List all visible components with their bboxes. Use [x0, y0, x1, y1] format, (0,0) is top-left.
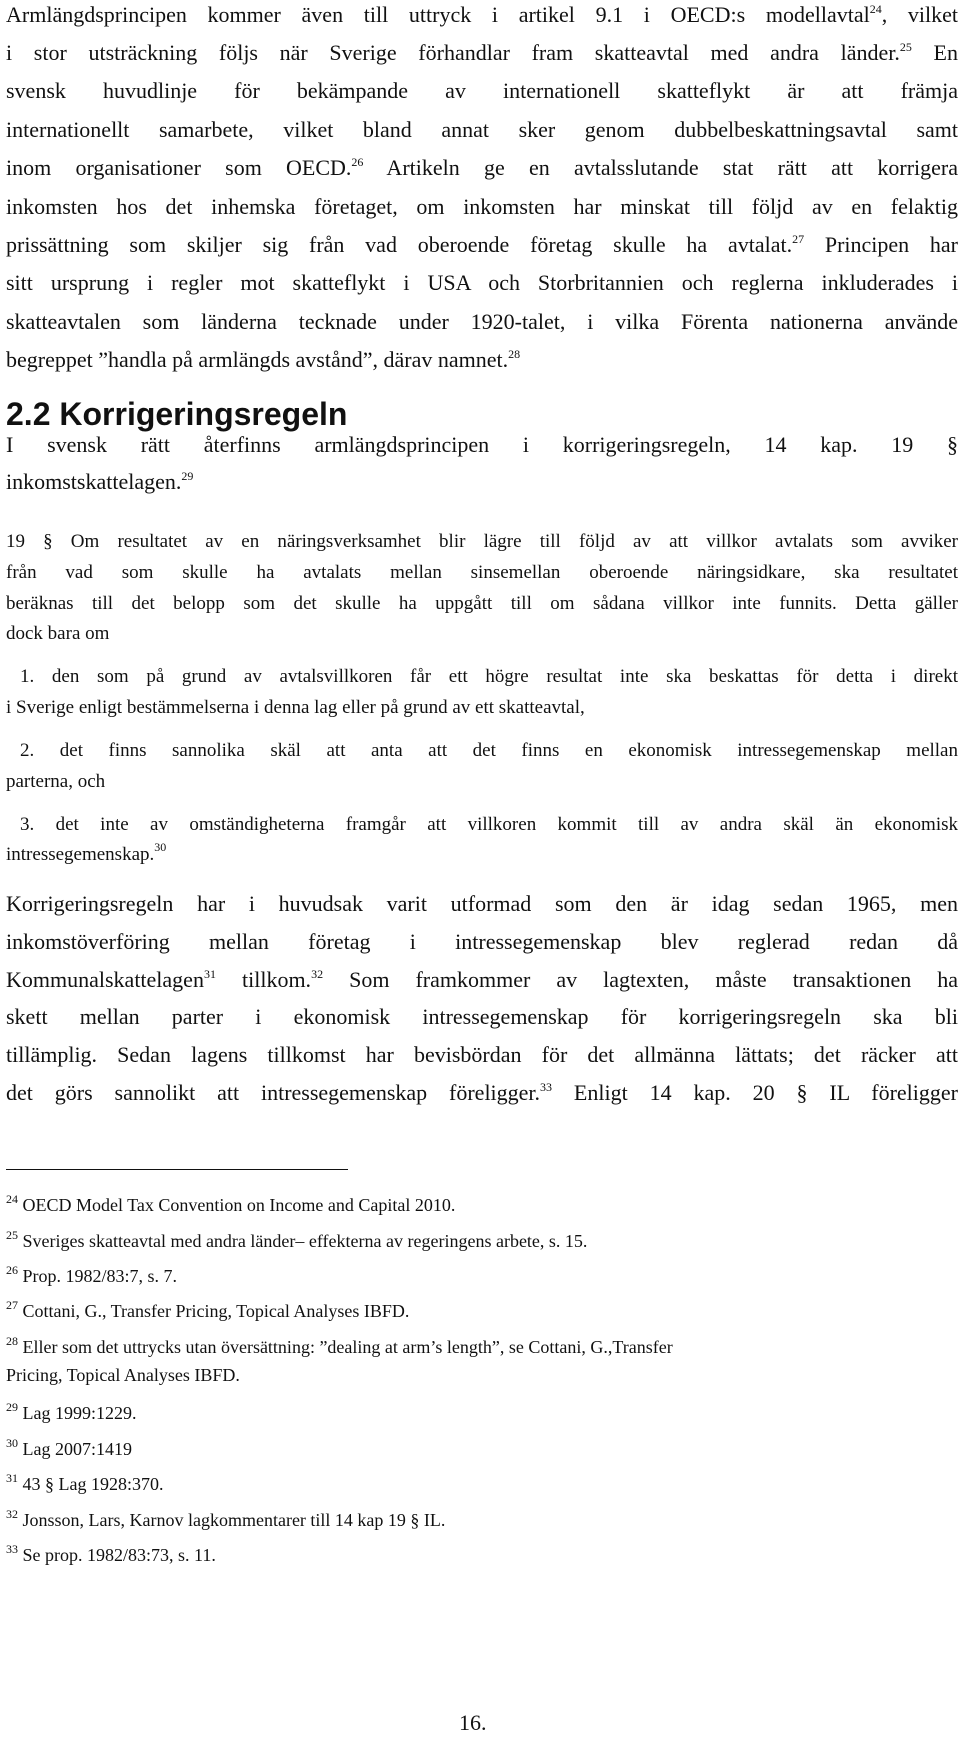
footnote-33: $^{33}$ Se prop. 1982/83:73, s. 11.: [6, 1542, 216, 1565]
footnote-number: 26: [6, 1263, 18, 1277]
text-line: inkomstöverföring mellan företag i intressegemenskap blev reglerad redan då: [6, 929, 958, 954]
text-line: Kommunalskattelagen$^{31}$ tillkom.$^{32}$ Som framkommer av lagtexten, måste transaktionen ha: [6, 967, 959, 992]
list-item: 1. den som på grund av avtalsvillkoren får ett högre resultat inte ska beskattas för detta i direkt: [20, 666, 958, 687]
text-line: I svensk rätt återfinns armlängdsprincipen i korrigeringsregeln, 14 kap. 19 §: [6, 432, 958, 457]
text-line: beräknas till det belopp som det skulle ha uppgått till om sådana villkor inte funnits. Detta gäller: [6, 593, 958, 614]
footnote-26: $^{26}$ Prop. 1982/83:7, s. 7.: [6, 1263, 178, 1286]
footnote-ref[interactable]: 31: [203, 967, 216, 981]
text-line: sitt ursprung i regler mot skatteflykt i USA och Storbritannien och reglerna inkluderades i: [6, 270, 958, 295]
footnote-29: $^{29}$ Lag 1999:1229.: [6, 1400, 137, 1423]
footnote-ref[interactable]: 28: [508, 347, 521, 361]
text-line: Korrigeringsregeln har i huvudsak varit utformad som den är idag sedan 1965, men: [6, 891, 958, 916]
footnote-24: $^{24}$ OECD Model Tax Convention on Income and Capital 2010.: [6, 1192, 456, 1215]
text-line: internationellt samarbete, vilket bland annat sker genom dubbelbeskattningsavtal samt: [6, 117, 958, 142]
footnote-30: $^{30}$ Lag 2007:1419: [6, 1436, 132, 1459]
text-line: det görs sannolikt att intressegemenskap föreligger.$^{33}$ Enligt 14 kap. 20 § IL föreligger: [6, 1080, 958, 1105]
text-line: skett mellan parter i ekonomisk intressegemenskap för korrigeringsregeln ska bli: [6, 1004, 958, 1029]
footnote-ref[interactable]: 26: [351, 155, 364, 169]
list-item: 2. det finns sannolika skäl att anta att det finns en ekonomisk intressegemenskap mellan: [20, 740, 958, 761]
footnote-ref[interactable]: 25: [899, 40, 912, 54]
footnote-28: $^{28}$ Eller som det uttrycks utan översättning: ”dealing at arm’s length”, se Cottani, G.,Transfer: [6, 1334, 673, 1357]
text-line: inkomstskattelagen.$^{29}$: [6, 469, 194, 494]
footnote-28-continued: Pricing, Topical Analyses IBFD.: [6, 1365, 240, 1385]
footnote-number: 24: [6, 1192, 18, 1206]
footnote-number: 30: [6, 1436, 18, 1450]
footnote-25: $^{25}$ Sveriges skatteavtal med andra länder– effekterna av regeringens arbete, s. 15.: [6, 1228, 588, 1251]
footnote-31: $^{31}$ 43 § Lag 1928:370.: [6, 1471, 164, 1494]
footnote-number: 25: [6, 1228, 18, 1242]
footnote-ref[interactable]: 33: [540, 1080, 553, 1094]
text-line: parterna, och: [6, 771, 106, 792]
text-line: skatteavtalen som länderna tecknade under 1920-talet, i vilka Förenta nationerna använde: [6, 309, 958, 334]
footnote-ref[interactable]: 30: [154, 840, 167, 854]
text-line: intressegemenskap.$^{30}$: [6, 840, 167, 865]
section-heading: 2.2 Korrigeringsregeln: [6, 396, 348, 432]
text-line: dock bara om: [6, 623, 110, 644]
text-line: Armlängdsprincipen kommer även till uttryck i artikel 9.1 i OECD:s modellavtal$^{24}$, vilket: [6, 2, 958, 27]
page-number: 16.: [459, 1710, 487, 1735]
text-line: inom organisationer som OECD.$^{26}$ Artikeln ge en avtalsslutande stat rätt att korrigera: [6, 155, 958, 180]
footnote-ref[interactable]: 32: [311, 967, 324, 981]
text-line: 19 § Om resultatet av en näringsverksamhet blir lägre till följd av att villkor avtalats som avviker: [6, 531, 958, 552]
text-line: svensk huvudlinje för bekämpande av internationell skatteflykt är att främja: [6, 78, 958, 103]
footnote-ref[interactable]: 29: [181, 469, 194, 483]
footnote-number: 27: [6, 1298, 18, 1312]
footnote-32: $^{32}$ Jonsson, Lars, Karnov lagkommentarer till 14 kap 19 § IL.: [6, 1507, 446, 1530]
text-line: tillämplig. Sedan lagens tillkomst har bevisbördan för det allmänna lättats; det räcker att: [6, 1042, 958, 1067]
text-line: i stor utsträckning följs när Sverige förhandlar fram skatteavtal med andra länder.$^{25}$ En: [6, 40, 958, 65]
text-line: från vad som skulle ha avtalats mellan sinsemellan oberoende näringsidkare, ska resultatet: [6, 562, 958, 583]
footnote-number: 33: [6, 1542, 18, 1556]
footnote-ref[interactable]: 27: [792, 232, 805, 246]
footnote-number: 28: [6, 1334, 18, 1348]
text-line: begreppet ”handla på armlängds avstånd”, därav namnet.$^{28}$: [6, 347, 521, 372]
footnote-number: 29: [6, 1400, 18, 1414]
footnote-ref[interactable]: 24: [869, 2, 882, 16]
list-item: 3. det inte av omständigheterna framgår att villkoren kommit till av andra skäl än ekonomisk: [20, 814, 958, 835]
text-line: i Sverige enligt bestämmelserna i denna lag eller på grund av ett skatteavtal,: [6, 697, 585, 718]
text-line: prissättning som skiljer sig från vad oberoende företag skulle ha avtalat.$^{27}$ Principen har: [6, 232, 959, 257]
footnote-number: 31: [6, 1471, 18, 1485]
footnote-27: $^{27}$ Cottani, G., Transfer Pricing, Topical Analyses IBFD.: [6, 1298, 410, 1321]
footnote-number: 32: [6, 1507, 18, 1521]
footnote-separator: [6, 1169, 348, 1170]
text-line: inkomsten hos det inhemska företaget, om inkomsten har minskat till följd av en felaktig: [6, 194, 958, 219]
